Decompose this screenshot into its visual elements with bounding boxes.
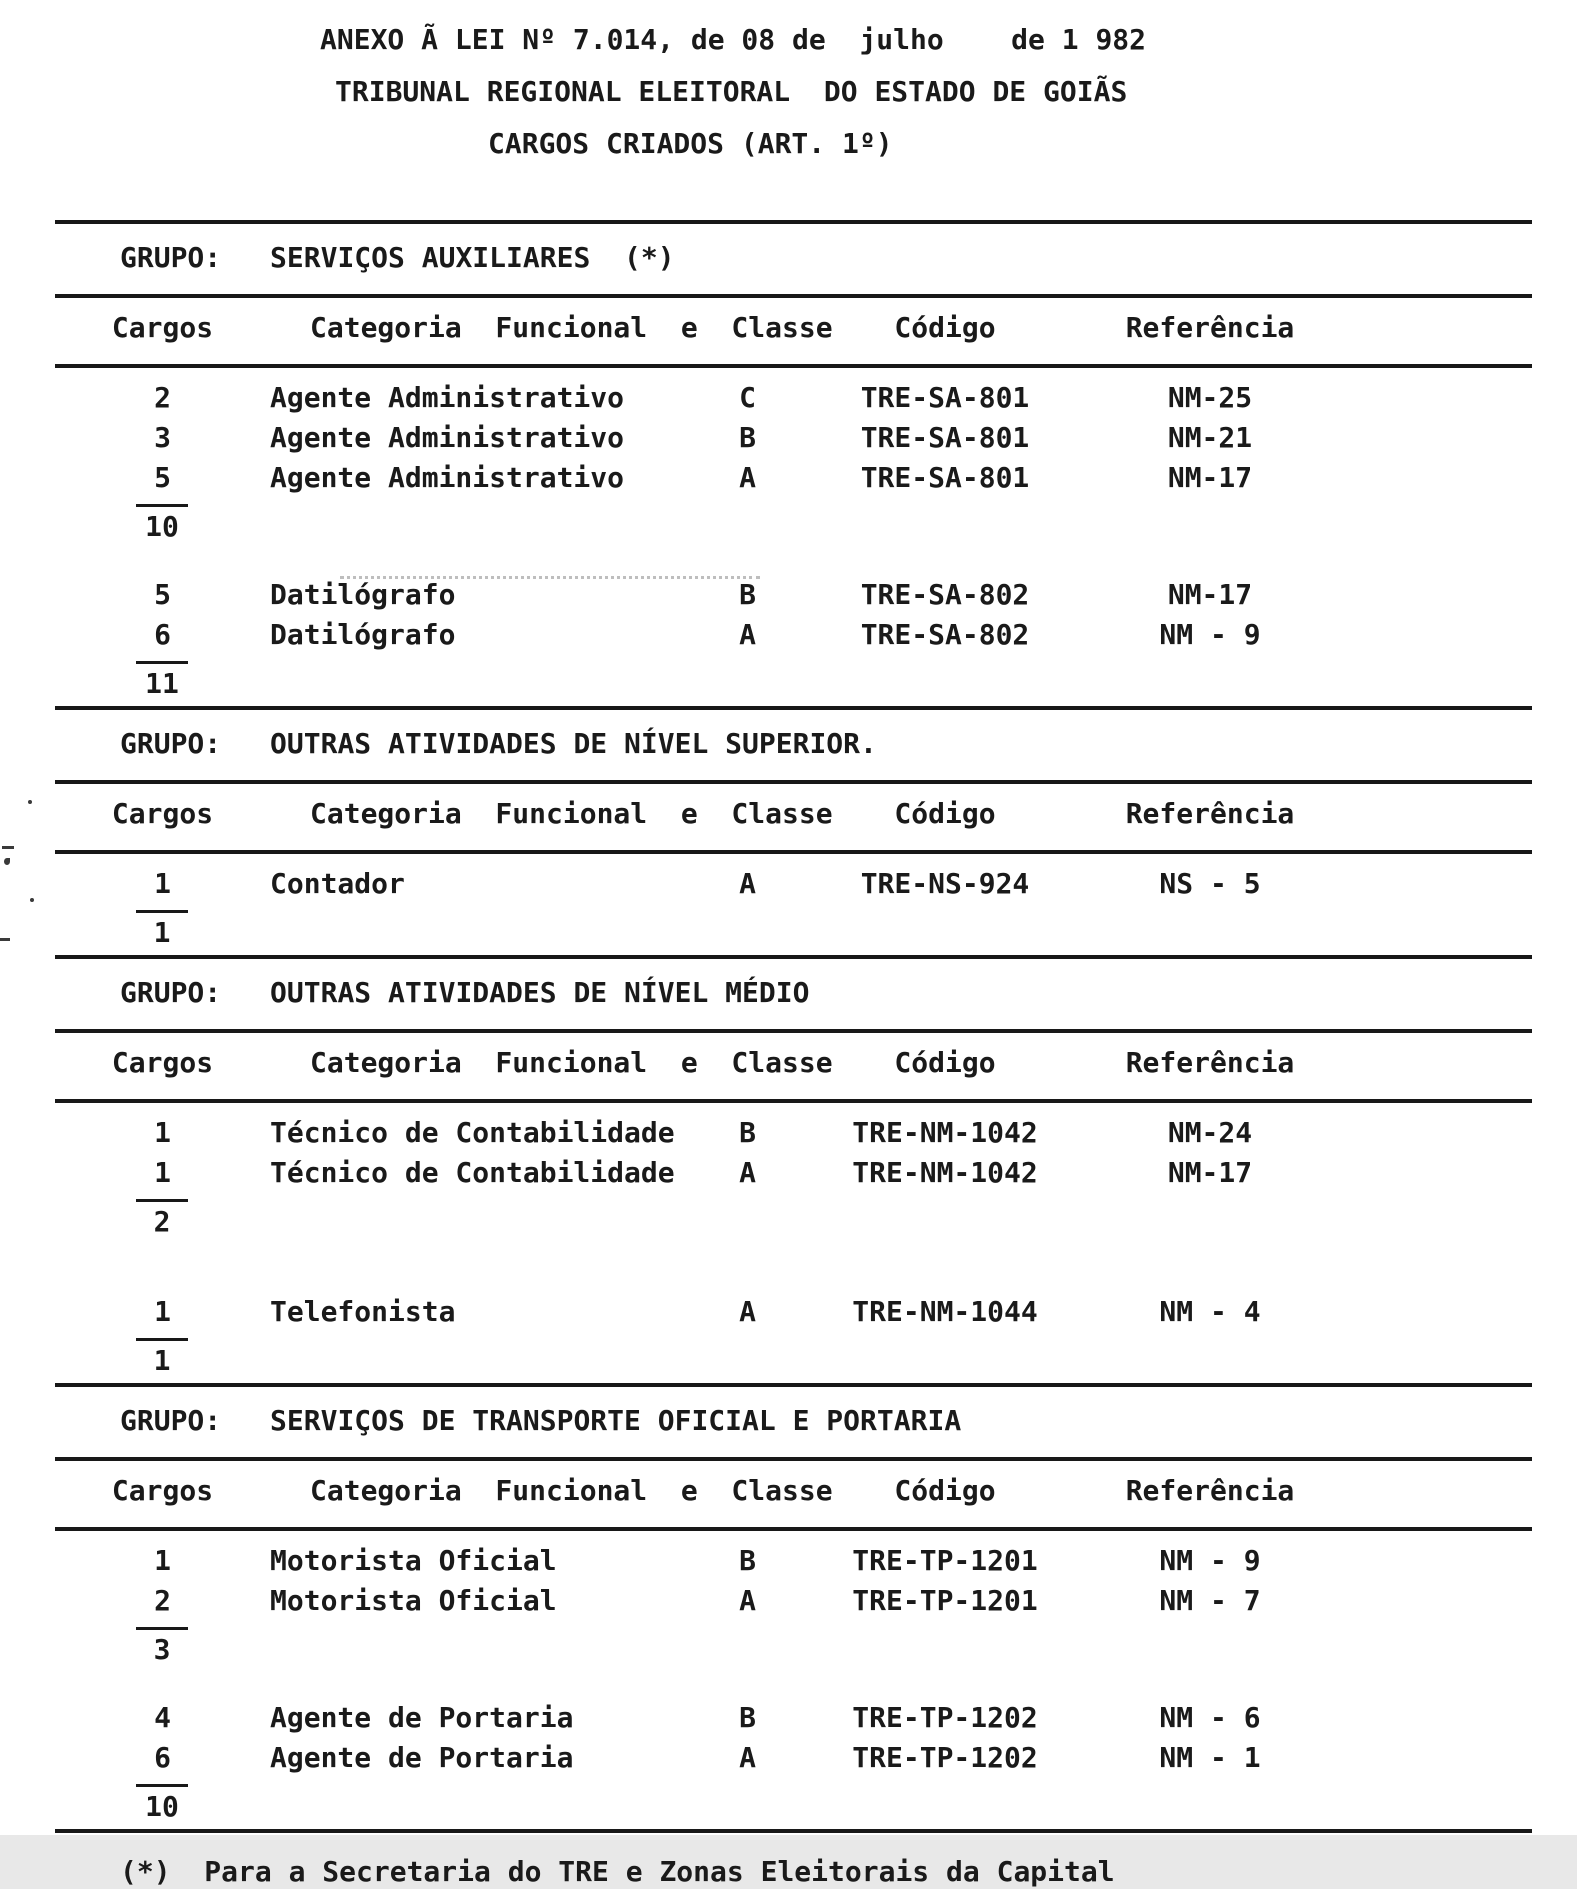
column-header-referencia: Referência	[1125, 797, 1295, 830]
column-header-categoria-classe: Categoria Funcional e Classe	[310, 311, 833, 344]
cell-referencia: NM-24	[1167, 1116, 1253, 1149]
row-block	[0, 1103, 1577, 1244]
cell-classe: B	[739, 578, 756, 611]
cell-classe: C	[739, 381, 756, 414]
subtotal-value: 3	[136, 1627, 188, 1668]
cell-referencia: NM - 6	[1159, 1701, 1261, 1734]
group-heading	[0, 710, 1577, 780]
cell-cargos: 1	[154, 1156, 171, 1189]
table-header-row	[0, 1033, 1577, 1099]
table-row	[0, 1698, 1577, 1738]
cell-categoria: Datilógrafo	[270, 618, 456, 651]
cell-classe: B	[739, 1701, 756, 1734]
document-title-line1: ANEXO Ã LEI Nº 7.014, de 08 de julho de 1 982	[320, 23, 1147, 56]
cell-referencia: NM - 1	[1159, 1741, 1261, 1774]
group-section-transporte-portaria	[0, 1383, 1577, 1829]
cell-codigo: TRE-NS-924	[860, 867, 1030, 900]
cell-referencia: NM-17	[1167, 461, 1253, 494]
cell-cargos: 5	[154, 578, 171, 611]
scan-noise	[0, 938, 10, 941]
group-label: GRUPO:	[120, 727, 222, 760]
cell-cargos: 4	[154, 1701, 171, 1734]
cell-categoria: Telefonista	[270, 1295, 456, 1328]
cell-classe: A	[739, 461, 756, 494]
table-row	[0, 1738, 1577, 1778]
table-row	[0, 575, 1577, 615]
table-row	[0, 615, 1577, 655]
subtotal-row	[0, 661, 1577, 702]
table-header-row	[0, 298, 1577, 364]
cell-codigo: TRE-SA-802	[860, 618, 1030, 651]
cell-cargos: 1	[154, 1295, 171, 1328]
cell-categoria: Agente de Portaria	[270, 1701, 574, 1734]
column-header-codigo: Código	[894, 1046, 996, 1079]
cell-cargos: 2	[154, 1584, 171, 1617]
document-title-line3: CARGOS CRIADOS (ART. 1º)	[488, 127, 893, 160]
row-block	[0, 549, 1577, 706]
subtotal-value: 1	[136, 910, 188, 951]
cell-codigo: TRE-TP-1202	[852, 1701, 1038, 1734]
table-row	[0, 864, 1577, 904]
cell-categoria: Motorista Oficial	[270, 1584, 557, 1617]
scan-noise	[28, 800, 32, 804]
subtotal-row	[0, 504, 1577, 545]
cell-categoria: Técnico de Contabilidade	[270, 1156, 675, 1189]
footnote: (*) Para a Secretaria do TRE e Zonas Eleitorais da Capital	[120, 1855, 1115, 1888]
group-heading	[0, 224, 1577, 294]
subtotal-row	[0, 1784, 1577, 1825]
group-label: GRUPO:	[120, 1404, 222, 1437]
scan-noise	[340, 576, 760, 579]
column-header-cargos: Cargos	[111, 311, 214, 344]
group-name: SERVIÇOS AUXILIARES (*)	[270, 241, 675, 274]
cell-referencia: NM - 9	[1159, 1544, 1261, 1577]
cell-codigo: TRE-SA-801	[860, 381, 1030, 414]
cell-codigo: TRE-SA-801	[860, 421, 1030, 454]
cell-classe: B	[739, 421, 756, 454]
column-header-cargos: Cargos	[111, 797, 214, 830]
column-header-cargos: Cargos	[111, 1046, 214, 1079]
column-header-categoria-classe: Categoria Funcional e Classe	[310, 1474, 833, 1507]
row-block	[0, 1672, 1577, 1829]
cell-classe: A	[739, 1156, 756, 1189]
group-heading	[0, 1387, 1577, 1457]
subtotal-value: 10	[136, 1784, 188, 1825]
group-section-nivel-superior	[0, 706, 1577, 955]
cell-categoria: Agente Administrativo	[270, 461, 625, 494]
cell-categoria: Agente de Portaria	[270, 1741, 574, 1774]
group-section-servicos-auxiliares	[0, 220, 1577, 706]
cell-codigo: TRE-NM-1042	[852, 1156, 1038, 1189]
document-title-line2: TRIBUNAL REGIONAL ELEITORAL DO ESTADO DE GOIÃS	[335, 75, 1128, 108]
group-name: OUTRAS ATIVIDADES DE NÍVEL SUPERIOR.	[270, 727, 877, 760]
table-row	[0, 1113, 1577, 1153]
cell-codigo: TRE-NM-1044	[852, 1295, 1038, 1328]
cell-classe: A	[739, 1295, 756, 1328]
cell-cargos: 5	[154, 461, 171, 494]
column-header-referencia: Referência	[1125, 1474, 1295, 1507]
cell-categoria: Técnico de Contabilidade	[270, 1116, 675, 1149]
group-name: SERVIÇOS DE TRANSPORTE OFICIAL E PORTARIA	[270, 1404, 962, 1437]
cell-cargos: 1	[154, 1544, 171, 1577]
row-block	[0, 1531, 1577, 1672]
column-header-cargos: Cargos	[111, 1474, 214, 1507]
subtotal-value: 10	[136, 504, 188, 545]
cell-categoria: Datilógrafo	[270, 578, 456, 611]
cell-classe: A	[739, 867, 756, 900]
scan-noise	[30, 898, 34, 902]
column-header-categoria-classe: Categoria Funcional e Classe	[310, 797, 833, 830]
cell-cargos: 2	[154, 381, 171, 414]
cell-cargos: 1	[154, 1116, 171, 1149]
column-header-categoria-classe: Categoria Funcional e Classe	[310, 1046, 833, 1079]
cell-codigo: TRE-SA-801	[860, 461, 1030, 494]
cell-categoria: Motorista Oficial	[270, 1544, 557, 1577]
cell-categoria: Agente Administrativo	[270, 421, 625, 454]
subtotal-row	[0, 910, 1577, 951]
table-header-row	[0, 784, 1577, 850]
cell-cargos: 1	[154, 867, 171, 900]
subtotal-row	[0, 1627, 1577, 1668]
cell-referencia: NM - 4	[1159, 1295, 1261, 1328]
subtotal-row	[0, 1199, 1577, 1240]
cell-classe: A	[739, 618, 756, 651]
table-row	[0, 458, 1577, 498]
cell-cargos: 6	[154, 1741, 171, 1774]
cell-codigo: TRE-TP-1201	[852, 1544, 1038, 1577]
cell-classe: B	[739, 1116, 756, 1149]
column-header-referencia: Referência	[1125, 311, 1295, 344]
group-label: GRUPO:	[120, 976, 222, 1009]
table-row	[0, 1541, 1577, 1581]
scan-noise	[4, 858, 10, 865]
subtotal-value: 1	[136, 1338, 188, 1379]
cell-referencia: NM-17	[1167, 1156, 1253, 1189]
group-name: OUTRAS ATIVIDADES DE NÍVEL MÉDIO	[270, 976, 810, 1009]
cell-cargos: 3	[154, 421, 171, 454]
column-header-codigo: Código	[894, 797, 996, 830]
row-block	[0, 1244, 1577, 1383]
cell-classe: B	[739, 1544, 756, 1577]
cell-categoria: Contador	[270, 867, 405, 900]
cell-classe: A	[739, 1741, 756, 1774]
row-block	[0, 854, 1577, 955]
group-heading	[0, 959, 1577, 1029]
table-row	[0, 1153, 1577, 1193]
cell-referencia: NM-21	[1167, 421, 1253, 454]
cell-referencia: NS - 5	[1159, 867, 1261, 900]
group-section-nivel-medio	[0, 955, 1577, 1383]
cell-cargos: 6	[154, 618, 171, 651]
cell-codigo: TRE-TP-1201	[852, 1584, 1038, 1617]
cell-categoria: Agente Administrativo	[270, 381, 625, 414]
cell-referencia: NM - 7	[1159, 1584, 1261, 1617]
column-header-codigo: Código	[894, 1474, 996, 1507]
table-row	[0, 378, 1577, 418]
subtotal-row	[0, 1338, 1577, 1379]
cell-referencia: NM-25	[1167, 381, 1253, 414]
cell-codigo: TRE-TP-1202	[852, 1741, 1038, 1774]
cell-referencia: NM-17	[1167, 578, 1253, 611]
cell-codigo: TRE-SA-802	[860, 578, 1030, 611]
cell-referencia: NM - 9	[1159, 618, 1261, 651]
cell-classe: A	[739, 1584, 756, 1617]
table-row	[0, 1581, 1577, 1621]
column-header-codigo: Código	[894, 311, 996, 344]
table-header-row	[0, 1461, 1577, 1527]
table-row	[0, 1292, 1577, 1332]
table-row	[0, 418, 1577, 458]
cell-codigo: TRE-NM-1042	[852, 1116, 1038, 1149]
scan-noise	[2, 846, 14, 849]
row-block	[0, 368, 1577, 549]
group-label: GRUPO:	[120, 241, 222, 274]
subtotal-value: 2	[136, 1199, 188, 1240]
title-block	[0, 0, 1577, 170]
column-header-referencia: Referência	[1125, 1046, 1295, 1079]
subtotal-value: 11	[136, 661, 188, 702]
